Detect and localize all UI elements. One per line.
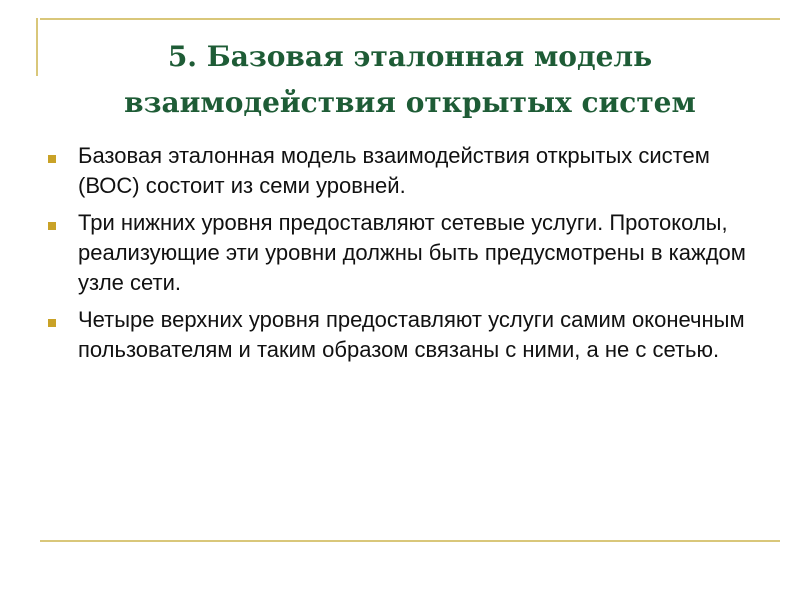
- bullet-text: Три нижних уровня предоставляют сетевые услуги. Протоколы, реализующие эти уровни должны быть предусмотрены в каждом узле сети.: [78, 210, 746, 295]
- bullet-list: [46, 141, 776, 372]
- bullet-text: Четыре верхних уровня предоставляют услуги самим оконечным пользователям и таким образом связаны с ними, а не с сетью.: [78, 307, 745, 362]
- top-divider: [40, 18, 780, 20]
- bullet-item: [46, 141, 776, 201]
- slide-title: 5. Базовая эталонная модель взаимодействия открытых систем: [124, 40, 696, 119]
- square-bullet-icon: [48, 222, 56, 230]
- square-bullet-icon: [48, 155, 56, 163]
- bullet-item: [46, 305, 776, 365]
- square-bullet-icon: [48, 319, 56, 327]
- left-divider: [36, 18, 38, 76]
- bullet-text: Базовая эталонная модель взаимодействия открытых систем (ВОС) состоит из семи уровней.: [78, 143, 710, 198]
- bottom-divider: [40, 540, 780, 542]
- bullet-item: [46, 208, 776, 298]
